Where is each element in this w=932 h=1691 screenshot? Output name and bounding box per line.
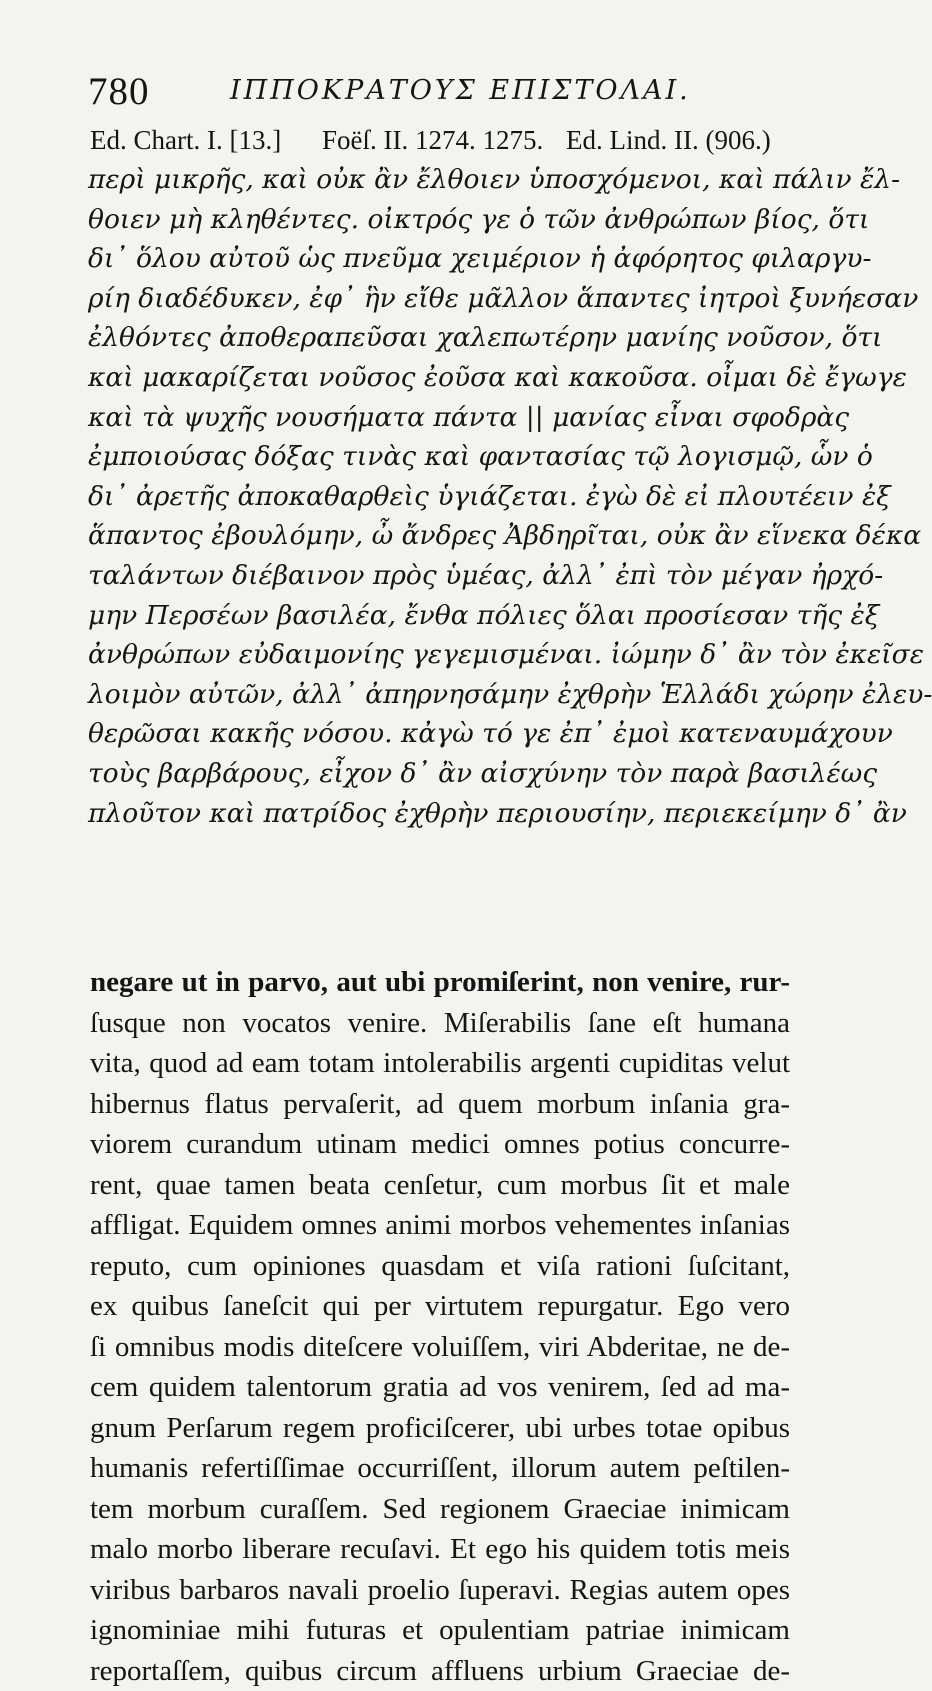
greek-line: τοὺς βαρβάρους, εἶχον δ᾽ ἂν αἰσχύνην τὸν παρὰ βασιλέως [88, 754, 790, 794]
greek-line: θερῶσαι κακῆς νόσου. κἀγὼ τό γε ἐπ᾽ ἐμοὶ κατεναυμάχουν [88, 714, 790, 754]
latin-line: affligat. Equidem omnes animi morbos vehementes inſanias [90, 1205, 790, 1246]
latin-line: ex quibus ſaneſcit qui per virtutem repurgatur. Ego vero [90, 1286, 790, 1327]
edition-references [90, 124, 792, 158]
greek-line: περὶ μικρῆς, καὶ οὐκ ἂν ἔλθοιεν ὑποσχόμενοι, καὶ πάλιν ἔλ- [88, 160, 790, 200]
greek-line: καὶ τὰ ψυχῆς νουσήματα πάντα || μανίας εἶναι σφοδρὰς [88, 398, 790, 438]
edition-foes: Foëſ. II. 1274. 1275. [322, 124, 543, 156]
edition-chartier: Ed. Chart. I. [13.] [90, 124, 281, 156]
latin-line: reportaſſem, quibus circum affluens urbium Graeciae de- [90, 1651, 790, 1691]
greek-line: θοιεν μὴ κληθέντες. οἰκτρός γε ὁ τῶν ἀνθρώπων βίος, ὅτι [88, 200, 790, 240]
running-title: ΙΠΠΟΚΡΑΤΟΥΣ ΕΠΙΣΤΟΛΑΙ. [230, 76, 691, 106]
latin-line: ignominiae mihi futuras et opulentiam patriae inimicam [90, 1610, 790, 1651]
latin-line: cem quidem talentorum gratia ad vos venirem, ſed ad ma- [90, 1367, 790, 1408]
latin-line: gnum Perſarum regem proficiſcerer, ubi urbes totae opibus [90, 1408, 790, 1449]
latin-line: hibernus flatus pervaſerit, ad quem morbum inſania gra- [90, 1084, 790, 1125]
greek-line: ρίη διαδέδυκεν, ἐφ᾽ ἣν εἴθε μᾶλλον ἅπαντες ἰητροὶ ξυνήεσαν [88, 279, 790, 319]
latin-line: tem morbum curaſſem. Sed regionem Graeciae inimicam [90, 1489, 790, 1530]
latin-line: humanis refertiſſimae occurriſſent, illorum autem peſtilen- [90, 1448, 790, 1489]
latin-line: viribus barbaros navali proelio ſuperavi. Regias autem opes [90, 1570, 790, 1611]
latin-line: reputo, cum opiniones quasdam et viſa rationi ſuſcitant, [90, 1246, 790, 1287]
greek-line: πλοῦτον καὶ πατρίδος ἐχθρὴν περιουσίην, περιεκείμην δ᾽ ἂν [88, 794, 790, 834]
greek-line: ἐλθόντες ἀποθεραπεῦσαι χαλεπωτέρην μανίης νοῦσον, ὅτι [88, 318, 790, 358]
greek-line: δι᾽ ὅλου αὐτοῦ ὡς πνεῦμα χειμέριον ἡ ἀφόρητος φιλαργυ- [88, 239, 790, 279]
greek-line: μην Περσέων βασιλέα, ἔνθα πόλιες ὅλαι προσίεσαν τῆς ἐξ [88, 596, 790, 636]
latin-line: viorem curandum utinam medici omnes potius concurre- [90, 1124, 790, 1165]
latin-line: ſusque non vocatos venire. Miſerabilis ſane eſt humana [90, 1003, 790, 1044]
greek-line: ἅπαντος ἐβουλόμην, ὦ ἄνδρες Ἀβδηρῖται, οὐκ ἂν εἵνεκα δέκα [88, 516, 790, 556]
latin-line: negare ut in parvo, aut ubi promiſerint, non venire, rur- [90, 962, 790, 1003]
latin-line: ſi omnibus modis diteſcere voluiſſem, viri Abderitae, ne de- [90, 1327, 790, 1368]
greek-line: λοιμὸν αὐτῶν, ἀλλ᾽ ἀπηρνησάμην ἐχθρὴν Ἑλλάδι χώρην ἐλευ- [88, 675, 790, 715]
greek-line: ἀνθρώπων εὐδαιμονίης γεγεμισμέναι. ἰώμην δ᾽ ἂν τὸν ἐκεῖσε [88, 635, 790, 675]
running-head [88, 62, 778, 108]
latin-translation [90, 962, 790, 1691]
greek-line: δι᾽ ἀρετῆς ἀποκαθαρθεὶς ὑγιάζεται. ἐγὼ δὲ εἰ πλουτέειν ἐξ [88, 477, 790, 517]
page-number: 780 [88, 72, 150, 112]
greek-text [88, 160, 790, 833]
greek-line: καὶ μακαρίζεται νοῦσος ἐοῦσα καὶ κακοῦσα. οἶμαι δὲ ἔγωγε [88, 358, 790, 398]
edition-linden: Ed. Lind. II. (906.) [566, 124, 771, 156]
greek-line: ταλάντων διέβαινον πρὸς ὑμέας, ἀλλ᾽ ἐπὶ τὸν μέγαν ἠρχό- [88, 556, 790, 596]
latin-line: malo morbo liberare recuſavi. Et ego his quidem totis meis [90, 1529, 790, 1570]
latin-line: rent, quae tamen beata cenſetur, cum morbus ſit et male [90, 1165, 790, 1206]
latin-line: vita, quod ad eam totam intolerabilis argenti cupiditas velut [90, 1043, 790, 1084]
greek-line: ἐμποιούσας δόξας τινὰς καὶ φαντασίας τῷ λογισμῷ, ὧν ὁ [88, 437, 790, 477]
